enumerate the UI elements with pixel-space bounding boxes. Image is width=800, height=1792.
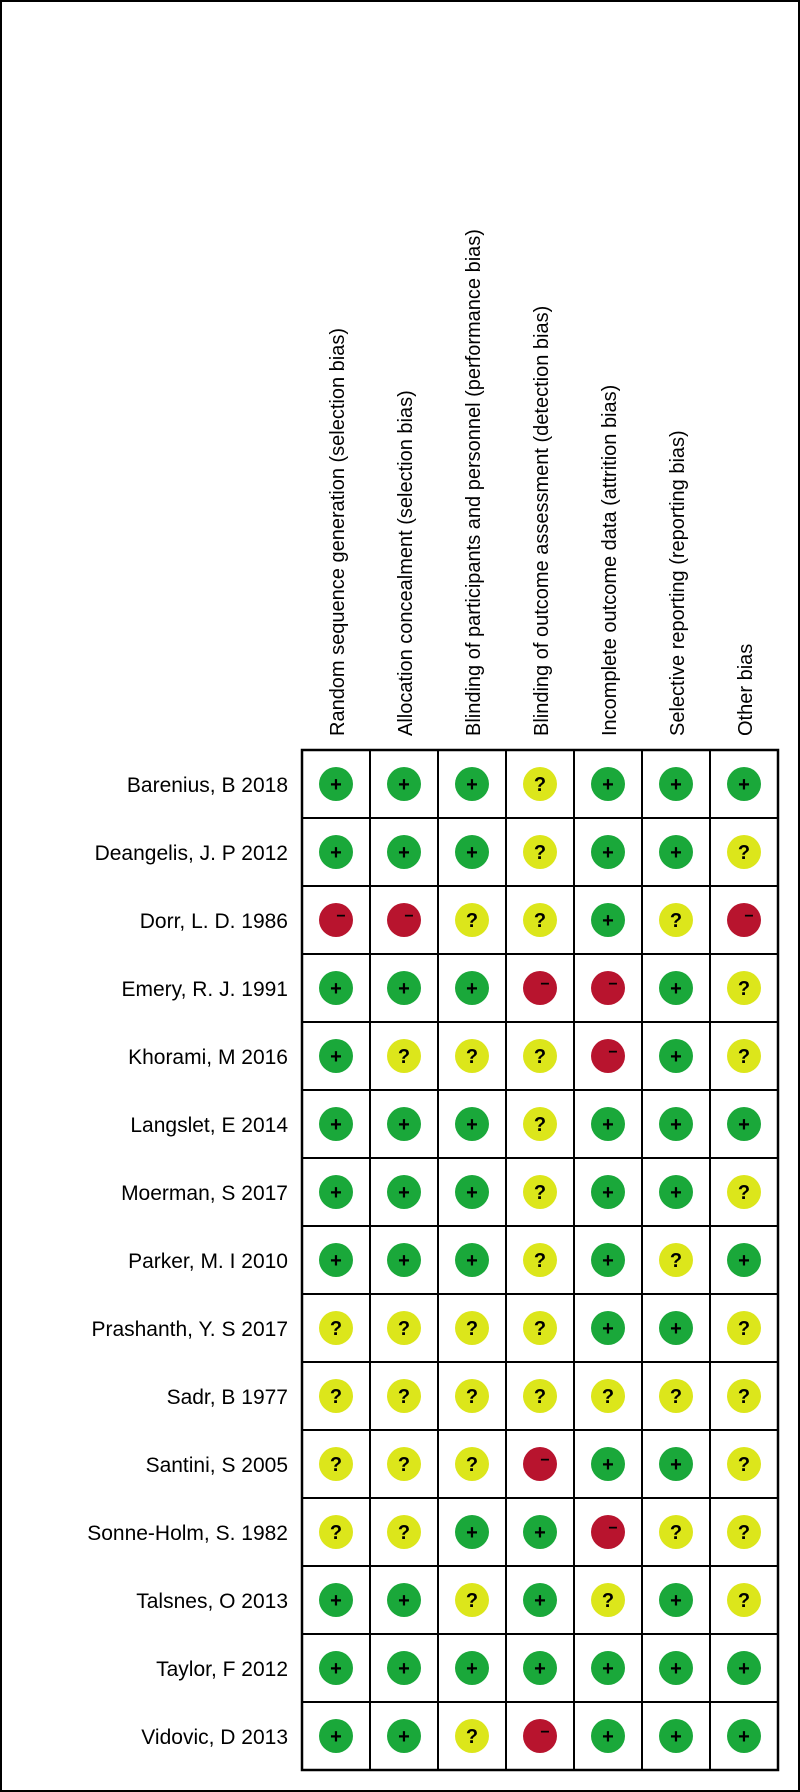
- judgement-symbol-low: +: [602, 1114, 614, 1136]
- judgement-symbol-low: +: [670, 1658, 682, 1680]
- judgement-symbol-low: +: [534, 1590, 546, 1612]
- cell-vidovic-d-2013-6: [642, 1702, 710, 1770]
- judgement-symbol-low: +: [670, 1114, 682, 1136]
- judgement-symbol-unclear: ?: [533, 1046, 547, 1068]
- judgement-symbol-unclear: ?: [465, 910, 479, 932]
- cell-vidovic-d-2013-7: [710, 1702, 778, 1770]
- study-label-sadr-b-1977: Sadr, B 1977: [166, 1386, 288, 1409]
- judgement-symbol-low: +: [330, 842, 342, 864]
- cell-khorami-m-2016-7: [710, 1022, 778, 1090]
- judgement-symbol-low: +: [398, 1726, 410, 1748]
- study-label-deangelis-j-p-2012: Deangelis, J. P 2012: [94, 842, 288, 865]
- judgement-symbol-low: +: [670, 1182, 682, 1204]
- cell-emery-r-j-1991-5: [574, 954, 642, 1022]
- judgement-symbol-unclear: ?: [533, 1386, 547, 1408]
- study-label-barenius-b-2018: Barenius, B 2018: [126, 774, 288, 797]
- judgement-symbol-high: −: [404, 908, 414, 925]
- domain-header-selective-reporting-reporting-bias: Selective reporting (reporting bias): [667, 430, 689, 736]
- cell-taylor-f-2012-5: [574, 1634, 642, 1702]
- cell-barenius-b-2018-3: [438, 750, 506, 818]
- judgement-symbol-unclear: ?: [533, 1318, 547, 1340]
- judgement-symbol-low: +: [602, 842, 614, 864]
- cell-sadr-b-1977-1: [302, 1362, 370, 1430]
- cell-taylor-f-2012-3: [438, 1634, 506, 1702]
- cell-deangelis-j-p-2012-2: [370, 818, 438, 886]
- judgement-symbol-low: +: [466, 1658, 478, 1680]
- cell-prashanth-y-s-2017-6: [642, 1294, 710, 1362]
- judgement-symbol-high: −: [540, 1724, 550, 1741]
- judgement-symbol-low: +: [330, 978, 342, 1000]
- judgement-symbol-low: +: [398, 1590, 410, 1612]
- judgement-symbol-unclear: ?: [669, 1522, 683, 1544]
- cell-santini-s-2005-4: [506, 1430, 574, 1498]
- cell-khorami-m-2016-2: [370, 1022, 438, 1090]
- cell-emery-r-j-1991-3: [438, 954, 506, 1022]
- judgement-symbol-unclear: ?: [465, 1386, 479, 1408]
- study-label-sonne-holm-s-1982: Sonne-Holm, S. 1982: [87, 1522, 288, 1545]
- study-label-moerman-s-2017: Moerman, S 2017: [121, 1182, 288, 1205]
- judgement-symbol-low: +: [602, 1250, 614, 1272]
- domain-header-incomplete-outcome-data-attrition-bias: Incomplete outcome data (attrition bias): [599, 384, 621, 736]
- judgement-symbol-unclear: ?: [397, 1522, 411, 1544]
- cell-langslet-e-2014-3: [438, 1090, 506, 1158]
- judgement-symbol-low: +: [466, 774, 478, 796]
- cell-talsnes-o-2013-7: [710, 1566, 778, 1634]
- judgement-symbol-high: −: [540, 1452, 550, 1469]
- cell-sadr-b-1977-2: [370, 1362, 438, 1430]
- judgement-symbol-unclear: ?: [465, 1046, 479, 1068]
- judgement-symbol-unclear: ?: [397, 1454, 411, 1476]
- judgement-symbol-low: +: [330, 1250, 342, 1272]
- cell-langslet-e-2014-7: [710, 1090, 778, 1158]
- cell-emery-r-j-1991-1: [302, 954, 370, 1022]
- cell-langslet-e-2014-6: [642, 1090, 710, 1158]
- cell-barenius-b-2018-4: [506, 750, 574, 818]
- judgement-symbol-unclear: ?: [533, 774, 547, 796]
- judgement-symbol-unclear: ?: [397, 1046, 411, 1068]
- cell-barenius-b-2018-7: [710, 750, 778, 818]
- judgement-symbol-low: +: [534, 1522, 546, 1544]
- cell-dorr-l-d-1986-2: [370, 886, 438, 954]
- judgement-symbol-low: +: [330, 774, 342, 796]
- judgement-symbol-low: +: [398, 1182, 410, 1204]
- judgement-symbol-low: +: [398, 774, 410, 796]
- cell-parker-m-i-2010-4: [506, 1226, 574, 1294]
- cell-emery-r-j-1991-6: [642, 954, 710, 1022]
- judgement-symbol-low: +: [330, 1726, 342, 1748]
- judgement-symbol-low: +: [534, 1658, 546, 1680]
- cell-prashanth-y-s-2017-7: [710, 1294, 778, 1362]
- judgement-symbol-low: +: [670, 1046, 682, 1068]
- domain-header-other-bias: Other bias: [735, 643, 757, 736]
- cell-deangelis-j-p-2012-6: [642, 818, 710, 886]
- cell-prashanth-y-s-2017-4: [506, 1294, 574, 1362]
- judgement-symbol-low: +: [330, 1046, 342, 1068]
- domain-header-blinding-of-outcome-assessment-detection-bias: Blinding of outcome assessment (detection bias): [531, 305, 553, 736]
- cell-talsnes-o-2013-5: [574, 1566, 642, 1634]
- judgement-symbol-unclear: ?: [669, 1386, 683, 1408]
- study-label-khorami-m-2016: Khorami, M 2016: [128, 1046, 288, 1069]
- judgement-symbol-unclear: ?: [669, 910, 683, 932]
- judgement-symbol-low: +: [398, 1114, 410, 1136]
- cell-moerman-s-2017-4: [506, 1158, 574, 1226]
- cell-deangelis-j-p-2012-5: [574, 818, 642, 886]
- judgement-symbol-low: +: [466, 1182, 478, 1204]
- cell-parker-m-i-2010-6: [642, 1226, 710, 1294]
- cell-sonne-holm-s-1982-1: [302, 1498, 370, 1566]
- judgement-symbol-unclear: ?: [737, 842, 751, 864]
- cell-langslet-e-2014-5: [574, 1090, 642, 1158]
- judgement-symbol-low: +: [670, 1590, 682, 1612]
- judgement-symbol-low: +: [330, 1590, 342, 1612]
- cell-prashanth-y-s-2017-5: [574, 1294, 642, 1362]
- cell-prashanth-y-s-2017-3: [438, 1294, 506, 1362]
- domain-header-blinding-of-participants-and-personnel-performance-bias: Blinding of participants and personnel (performance bias): [463, 229, 485, 736]
- cell-taylor-f-2012-4: [506, 1634, 574, 1702]
- cell-vidovic-d-2013-1: [302, 1702, 370, 1770]
- judgement-symbol-high: −: [608, 1044, 618, 1061]
- cell-sadr-b-1977-3: [438, 1362, 506, 1430]
- study-label-langslet-e-2014: Langslet, E 2014: [130, 1114, 288, 1137]
- judgement-symbol-low: +: [738, 1114, 750, 1136]
- judgement-symbol-unclear: ?: [397, 1386, 411, 1408]
- cell-taylor-f-2012-7: [710, 1634, 778, 1702]
- judgement-symbol-high: −: [608, 976, 618, 993]
- cell-prashanth-y-s-2017-1: [302, 1294, 370, 1362]
- cell-moerman-s-2017-1: [302, 1158, 370, 1226]
- cell-santini-s-2005-3: [438, 1430, 506, 1498]
- cell-sadr-b-1977-6: [642, 1362, 710, 1430]
- judgement-symbol-low: +: [398, 1250, 410, 1272]
- judgement-symbol-unclear: ?: [737, 1454, 751, 1476]
- judgement-symbol-unclear: ?: [329, 1522, 343, 1544]
- judgement-symbol-low: +: [602, 774, 614, 796]
- study-label-dorr-l-d-1986: Dorr, L. D. 1986: [139, 910, 288, 933]
- cell-santini-s-2005-2: [370, 1430, 438, 1498]
- cell-dorr-l-d-1986-3: [438, 886, 506, 954]
- judgement-symbol-low: +: [602, 1182, 614, 1204]
- cell-khorami-m-2016-4: [506, 1022, 574, 1090]
- judgement-symbol-high: −: [744, 908, 754, 925]
- cell-vidovic-d-2013-4: [506, 1702, 574, 1770]
- cell-talsnes-o-2013-3: [438, 1566, 506, 1634]
- cell-barenius-b-2018-2: [370, 750, 438, 818]
- judgement-symbol-low: +: [330, 1182, 342, 1204]
- study-label-parker-m-i-2010: Parker, M. I 2010: [128, 1250, 288, 1273]
- cell-moerman-s-2017-3: [438, 1158, 506, 1226]
- cell-khorami-m-2016-6: [642, 1022, 710, 1090]
- study-label-talsnes-o-2013: Talsnes, O 2013: [136, 1590, 288, 1613]
- cell-parker-m-i-2010-1: [302, 1226, 370, 1294]
- study-label-santini-s-2005: Santini, S 2005: [145, 1454, 288, 1477]
- cell-santini-s-2005-1: [302, 1430, 370, 1498]
- cell-deangelis-j-p-2012-7: [710, 818, 778, 886]
- cell-talsnes-o-2013-4: [506, 1566, 574, 1634]
- judgement-symbol-low: +: [330, 1114, 342, 1136]
- judgement-symbol-low: +: [398, 978, 410, 1000]
- cell-dorr-l-d-1986-4: [506, 886, 574, 954]
- judgement-symbol-unclear: ?: [397, 1318, 411, 1340]
- judgement-symbol-low: +: [398, 1658, 410, 1680]
- cell-sonne-holm-s-1982-6: [642, 1498, 710, 1566]
- judgement-symbol-low: +: [330, 1658, 342, 1680]
- cell-emery-r-j-1991-7: [710, 954, 778, 1022]
- judgement-symbol-unclear: ?: [533, 1250, 547, 1272]
- study-label-vidovic-d-2013: Vidovic, D 2013: [141, 1726, 288, 1749]
- cell-talsnes-o-2013-6: [642, 1566, 710, 1634]
- study-label-prashanth-y-s-2017: Prashanth, Y. S 2017: [91, 1318, 288, 1341]
- judgement-symbol-unclear: ?: [533, 910, 547, 932]
- judgement-symbol-low: +: [466, 1114, 478, 1136]
- judgement-symbol-low: +: [670, 1318, 682, 1340]
- cell-sonne-holm-s-1982-7: [710, 1498, 778, 1566]
- cell-talsnes-o-2013-1: [302, 1566, 370, 1634]
- judgement-symbol-unclear: ?: [737, 1182, 751, 1204]
- judgement-symbol-low: +: [670, 842, 682, 864]
- cell-parker-m-i-2010-5: [574, 1226, 642, 1294]
- cell-santini-s-2005-7: [710, 1430, 778, 1498]
- cell-parker-m-i-2010-3: [438, 1226, 506, 1294]
- cell-deangelis-j-p-2012-3: [438, 818, 506, 886]
- judgement-symbol-low: +: [670, 1726, 682, 1748]
- judgement-symbol-low: +: [670, 774, 682, 796]
- judgement-symbol-unclear: ?: [465, 1590, 479, 1612]
- judgement-symbol-low: +: [738, 774, 750, 796]
- cell-emery-r-j-1991-2: [370, 954, 438, 1022]
- cell-dorr-l-d-1986-6: [642, 886, 710, 954]
- cell-santini-s-2005-5: [574, 1430, 642, 1498]
- cell-langslet-e-2014-1: [302, 1090, 370, 1158]
- cell-deangelis-j-p-2012-1: [302, 818, 370, 886]
- judgement-symbol-low: +: [466, 978, 478, 1000]
- judgement-symbol-low: +: [738, 1250, 750, 1272]
- judgement-symbol-unclear: ?: [737, 978, 751, 1000]
- judgement-symbol-low: +: [398, 842, 410, 864]
- cell-prashanth-y-s-2017-2: [370, 1294, 438, 1362]
- judgement-symbol-low: +: [602, 1318, 614, 1340]
- judgement-symbol-unclear: ?: [737, 1318, 751, 1340]
- judgement-symbol-low: +: [738, 1658, 750, 1680]
- judgement-symbol-unclear: ?: [329, 1454, 343, 1476]
- judgement-symbol-unclear: ?: [669, 1250, 683, 1272]
- judgement-symbol-low: +: [602, 1454, 614, 1476]
- judgement-symbol-unclear: ?: [601, 1590, 615, 1612]
- cell-vidovic-d-2013-3: [438, 1702, 506, 1770]
- cell-sonne-holm-s-1982-3: [438, 1498, 506, 1566]
- cell-sadr-b-1977-4: [506, 1362, 574, 1430]
- judgement-symbol-low: +: [602, 1726, 614, 1748]
- study-label-taylor-f-2012: Taylor, F 2012: [156, 1658, 288, 1681]
- cell-taylor-f-2012-6: [642, 1634, 710, 1702]
- judgement-symbol-unclear: ?: [737, 1386, 751, 1408]
- cell-moerman-s-2017-2: [370, 1158, 438, 1226]
- judgement-symbol-low: +: [602, 910, 614, 932]
- cell-vidovic-d-2013-2: [370, 1702, 438, 1770]
- judgement-symbol-unclear: ?: [737, 1522, 751, 1544]
- cell-khorami-m-2016-1: [302, 1022, 370, 1090]
- judgement-symbol-low: +: [602, 1658, 614, 1680]
- judgement-symbol-unclear: ?: [601, 1386, 615, 1408]
- judgement-symbol-unclear: ?: [737, 1590, 751, 1612]
- judgement-symbol-unclear: ?: [533, 1114, 547, 1136]
- cell-barenius-b-2018-1: [302, 750, 370, 818]
- cell-khorami-m-2016-5: [574, 1022, 642, 1090]
- judgement-symbol-low: +: [738, 1726, 750, 1748]
- judgement-symbol-low: +: [466, 1250, 478, 1272]
- cell-dorr-l-d-1986-7: [710, 886, 778, 954]
- judgement-symbol-high: −: [540, 976, 550, 993]
- judgement-symbol-unclear: ?: [329, 1318, 343, 1340]
- cell-deangelis-j-p-2012-4: [506, 818, 574, 886]
- cell-moerman-s-2017-6: [642, 1158, 710, 1226]
- domain-header-random-sequence-generation-selection-bias: Random sequence generation (selection bias): [327, 327, 349, 736]
- cell-moerman-s-2017-5: [574, 1158, 642, 1226]
- cell-taylor-f-2012-1: [302, 1634, 370, 1702]
- cell-vidovic-d-2013-5: [574, 1702, 642, 1770]
- cell-sonne-holm-s-1982-5: [574, 1498, 642, 1566]
- judgement-symbol-unclear: ?: [737, 1046, 751, 1068]
- judgement-symbol-unclear: ?: [533, 1182, 547, 1204]
- cell-langslet-e-2014-4: [506, 1090, 574, 1158]
- cell-parker-m-i-2010-7: [710, 1226, 778, 1294]
- judgement-symbol-unclear: ?: [465, 1454, 479, 1476]
- judgement-symbol-low: +: [466, 842, 478, 864]
- cell-dorr-l-d-1986-1: [302, 886, 370, 954]
- cell-talsnes-o-2013-2: [370, 1566, 438, 1634]
- cell-sadr-b-1977-5: [574, 1362, 642, 1430]
- cell-emery-r-j-1991-4: [506, 954, 574, 1022]
- cell-barenius-b-2018-6: [642, 750, 710, 818]
- judgement-grid: [302, 750, 778, 1770]
- cell-khorami-m-2016-3: [438, 1022, 506, 1090]
- cell-sonne-holm-s-1982-4: [506, 1498, 574, 1566]
- judgement-symbol-unclear: ?: [329, 1386, 343, 1408]
- study-label-emery-r-j-1991: Emery, R. J. 1991: [121, 978, 288, 1001]
- judgement-symbol-high: −: [608, 1520, 618, 1537]
- cell-taylor-f-2012-2: [370, 1634, 438, 1702]
- cell-santini-s-2005-6: [642, 1430, 710, 1498]
- cell-sonne-holm-s-1982-2: [370, 1498, 438, 1566]
- cell-langslet-e-2014-2: [370, 1090, 438, 1158]
- judgement-symbol-low: +: [670, 978, 682, 1000]
- cell-dorr-l-d-1986-5: [574, 886, 642, 954]
- judgement-symbol-unclear: ?: [533, 842, 547, 864]
- cell-parker-m-i-2010-2: [370, 1226, 438, 1294]
- judgement-symbol-unclear: ?: [465, 1726, 479, 1748]
- judgement-symbol-low: +: [466, 1522, 478, 1544]
- judgement-symbol-high: −: [336, 908, 346, 925]
- cell-barenius-b-2018-5: [574, 750, 642, 818]
- judgement-symbol-low: +: [670, 1454, 682, 1476]
- cell-sadr-b-1977-7: [710, 1362, 778, 1430]
- judgement-symbol-unclear: ?: [465, 1318, 479, 1340]
- domain-header-allocation-concealment-selection-bias: Allocation concealment (selection bias): [395, 390, 417, 736]
- cell-moerman-s-2017-7: [710, 1158, 778, 1226]
